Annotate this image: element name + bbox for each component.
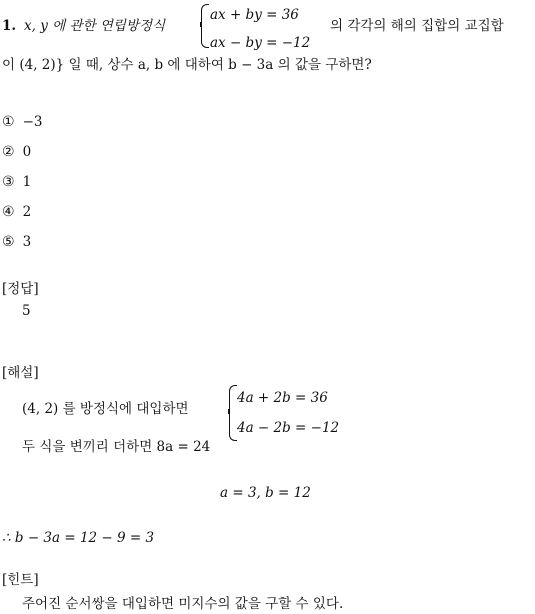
choice-4-mark: ④ <box>2 204 15 220</box>
choice-1-value: −3 <box>22 114 43 130</box>
explanation-equation-2: 4a − 2b = −12 <box>237 420 340 436</box>
answer-label: [정답] <box>2 281 39 297</box>
choice-4-value: 2 <box>22 204 32 220</box>
question-text-line2: 이 (4, 2)} 일 때, 상수 a, b 에 대하여 b − 3a 의 값을 구하면? <box>2 57 372 73</box>
question-number: 1. <box>2 18 17 34</box>
explanation-conclusion: ∴ b − 3a = 12 − 9 = 3 <box>2 530 155 546</box>
hint-text: 주어진 순서쌍을 대입하면 미지수의 값을 구할 수 있다. <box>22 596 344 612</box>
explanation-line1: (4, 2) 를 방정식에 대입하면 <box>22 401 189 417</box>
choice-3 <box>2 176 31 190</box>
answer-value: 5 <box>22 303 31 319</box>
choice-1 <box>2 116 42 130</box>
question-equation-2: ax − by = −12 <box>210 35 311 51</box>
question-text-pre: x, y 에 관한 연립방정식 <box>24 18 166 34</box>
explanation-equation-1: 4a + 2b = 36 <box>237 390 328 406</box>
choice-5-value: 3 <box>22 234 32 250</box>
choice-5 <box>2 236 31 250</box>
choice-2-mark: ② <box>2 144 15 160</box>
explanation-label: [해설] <box>2 365 39 381</box>
hint-label: [힌트] <box>2 572 39 588</box>
explanation-result: a = 3, b = 12 <box>220 485 311 501</box>
choice-2-value: 0 <box>22 144 32 160</box>
question-system-brace <box>201 4 209 48</box>
question-text-post: 의 각각의 해의 집합의 교집합 <box>330 18 504 34</box>
choice-3-value: 1 <box>22 174 32 190</box>
choice-1-mark: ① <box>2 114 15 130</box>
choice-3-mark: ③ <box>2 174 15 190</box>
explanation-system-brace-tip <box>223 409 229 414</box>
question-equation-1: ax + by = 36 <box>210 7 299 23</box>
choice-2 <box>2 146 31 160</box>
choice-5-mark: ⑤ <box>2 234 15 250</box>
explanation-system-brace <box>229 385 237 441</box>
question-system-brace-tip <box>195 22 201 27</box>
explanation-line2: 두 식을 변끼리 더하면 8a = 24 <box>22 439 211 455</box>
choice-4 <box>2 206 31 220</box>
